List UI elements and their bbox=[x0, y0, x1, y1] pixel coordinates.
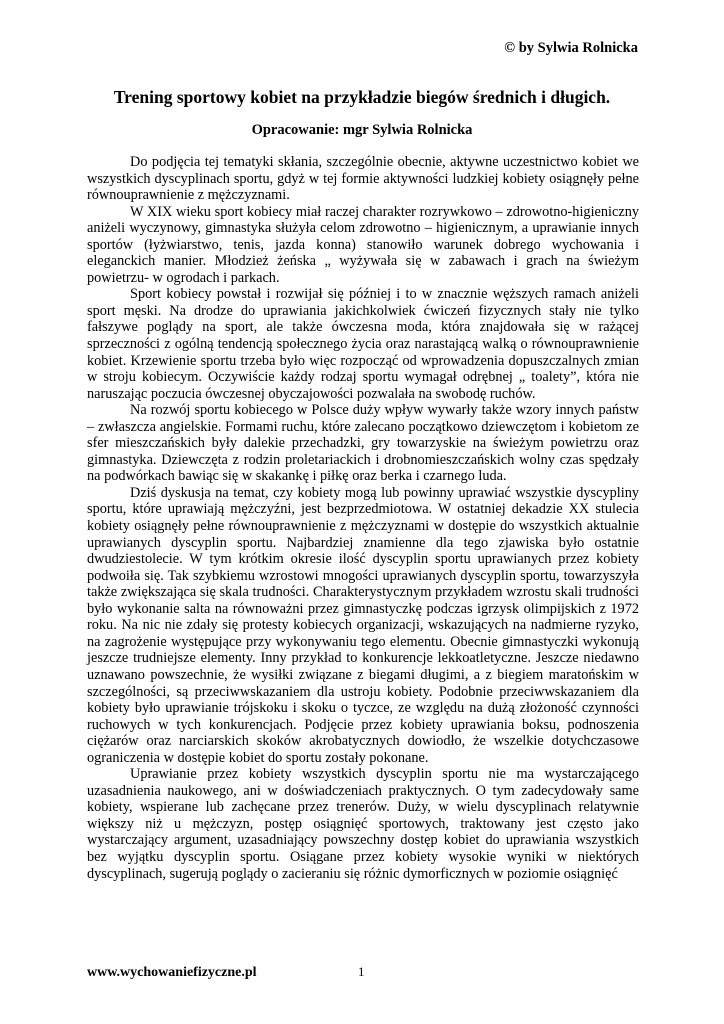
copyright-notice: © by Sylwia Rolnicka bbox=[504, 40, 638, 56]
page-number: 1 bbox=[358, 964, 365, 979]
paragraph-4: Na rozwój sportu kobiecego w Polsce duży wpływ wywarły także wzory innych państw – zwłaszcza angielskie. Formami ruchu, które zalecano początkowo dziewczętom i kobietom ze sfer mieszczańskich były dalekie przechadzki, gry towarzyskie na świeżym powietrzu oraz gimnastyka. Dziewczęta z rodzin proletariackich i drobnomieszczańskich wolny czas spędzały na podwórkach bawiąc się w skakankę i piłkę oraz berka i czarnego luda. bbox=[87, 402, 639, 485]
document-title: Trening sportowy kobiet na przykładzie biegów średnich i długich. bbox=[113, 87, 611, 107]
paragraph-3: Sport kobiecy powstał i rozwijał się później i to w znacznie węższych ramach aniżeli sport męski. Na drodze do uprawiania jakichkolwiek ćwiczeń fizycznych stały nie tylko fałszywe poglądy na sport, ale także ówczesna moda, która znajdowała się w rażącej sprzeczności z ogólną tendencją społecznego życia oraz narastającą walką o równouprawnienie kobiet. Krzewienie sportu trzeba było więc rozpocząć od wprowadzenia dopuszczalnych zmian w stroju kobiecym. Oczywiście każdy rodzaj sportu wymagał odrębnej „ toalety”, która nie naruszając poczucia ówczesnej obyczajowości pozwalała na swobodę ruchów. bbox=[87, 286, 639, 402]
document-body bbox=[87, 154, 639, 882]
document-author: Opracowanie: mgr Sylwia Rolnicka bbox=[251, 122, 473, 138]
paragraph-1: Do podjęcia tej tematyki skłania, szczególnie obecnie, aktywne uczestnictwo kobiet we wszystkich dyscyplinach sportu, gdyż w tej formie aktywności ludzkiej kobiety osiągnęły pełne równouprawnienie z mężczyznami. bbox=[87, 154, 639, 204]
paragraph-6: Uprawianie przez kobiety wszystkich dyscyplin sportu nie ma wystarczającego uzasadnienia naukowego, ani w doświadczeniach praktycznych. O tym zadecydowały same kobiety, wspierane lub zachęcane przez trenerów. Duży, w wielu dyscyplinach relatywnie większy niż u mężczyzn, postęp osiągnięć sportowych, traktowany jest często jako wystarczający argument, uzasadniający powszechny dostęp kobiet do uprawiania wszystkich bez wyjątku dyscyplin sportu. Osiągane przez kobiety wysokie wyniki w niektórych dyscyplinach, sugerują poglądy o zacieraniu się różnic dymorficznych w poziomie osiągnięć bbox=[87, 766, 639, 882]
paragraph-2: W XIX wieku sport kobiecy miał raczej charakter rozrywkowo – zdrowotno-higieniczny aniżeli wyczynowy, gimnastyka służyła celom zdrowotno – higienicznym, a uprawianie innych sportów (łyżwiarstwo, tenis, jazda konna) stanowiło warunek dobrego wychowania i eleganckich manier. Młodzież żeńska „ wyżywała się w zabawach i grach na świeżym powietrzu- w ogrodach i parkach. bbox=[87, 203, 639, 286]
footer-website-url: www.wychowaniefizyczne.pl bbox=[87, 965, 257, 980]
paragraph-5: Dziś dyskusja na temat, czy kobiety mogą lub powinny uprawiać wszystkie dyscypliny sportu, które uprawiają mężczyźni, jest bezprzedmiotowa. W ostatniej dekadzie XX stulecia kobiety osiągnęły pełne równouprawnienie z mężczyznami w dostępie do wszystkich aktualnie uprawianych dyscyplin sportu. Najbardziej znamienne dla tego zjawiska było ostatnie dwudziestolecie. W tym krótkim okresie ilość dyscyplin sportu uprawianych przez kobiety podwoiła się. Tak szybkiemu wzrostowi mnogości uprawianych dyscyplin sportu, towarzyszyła także zwiększająca się skala trudności. Charakterystycznym przykładem wzrostu skali trudności było wykonanie salta na równoważni przez gimnastyczkę podczas igrzysk olimpijskich z 1972 roku. Na nic nie zdały się protesty kobiecych organizacji, wskazujących na nadmierne ryzyko, na zagrożenie występujące przy wykonywaniu tego elementu. Obecnie gimnastyczki wykonują jeszcze trudniejsze elementy. Inny przykład to konkurencje lekkoatletyczne. Jeszcze niedawno uznawano powszechnie, że wysiłki związane z biegami długimi, a z biegiem maratońskim w szczególności, są przeciwwskazaniem dla ustroju kobiety. Podobnie przeciwwskazaniem dla kobiety było uprawianie trójskoku i skoku o tyczce, ze względu na dużą złożoność czynności ruchowych w tych konkurencjach. Podjęcie przez kobiety uprawiania boksu, podnoszenia ciężarów oraz narciarskich skoków akrobatycznych dowiodło, że wszelkie dotychczasowe ograniczenia w dostępie kobiet do sportu zostały pokonane. bbox=[87, 484, 639, 766]
